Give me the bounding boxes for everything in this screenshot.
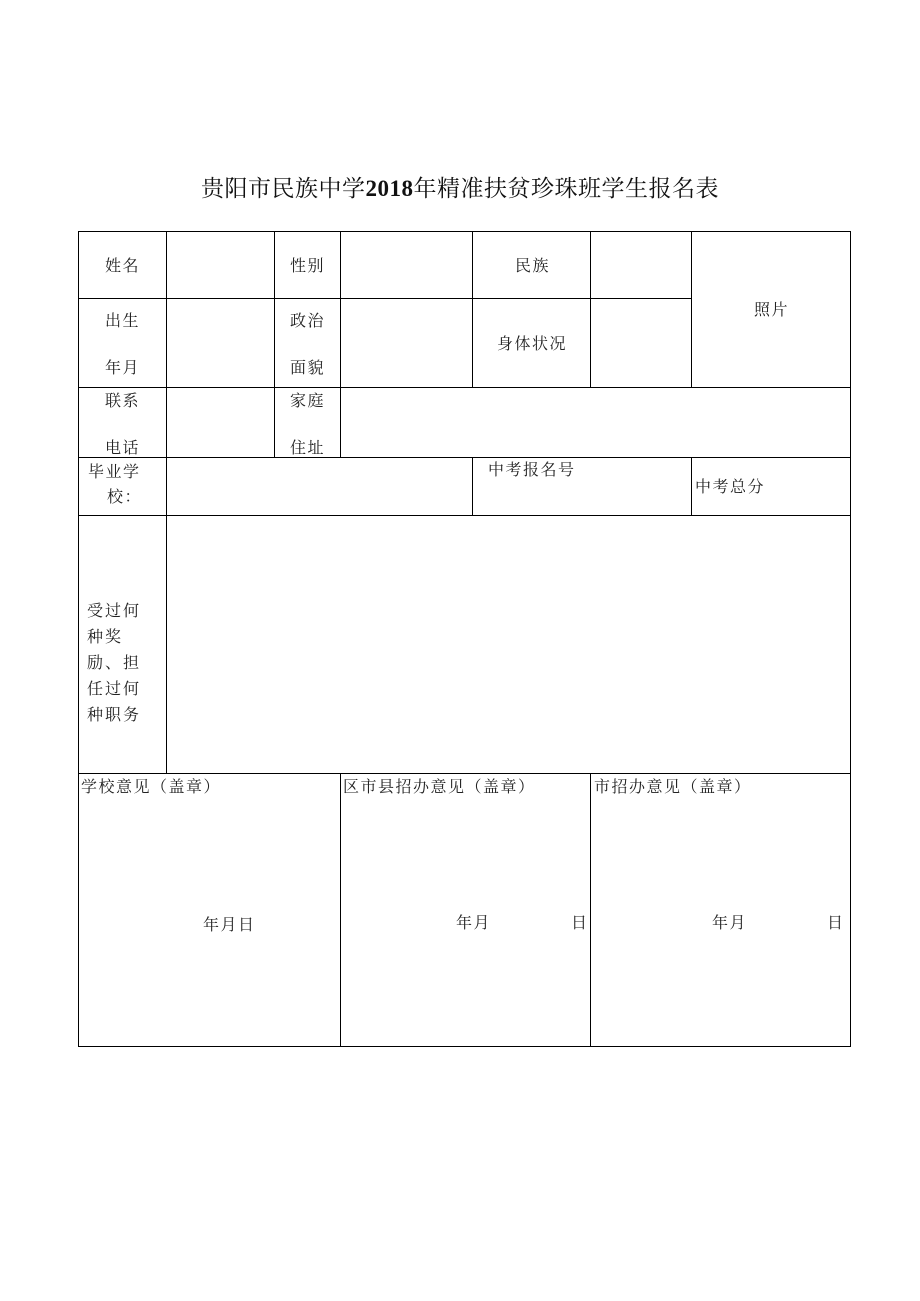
row-divider-4 <box>78 515 851 516</box>
title-suffix: 年精准扶贫珍珠班学生报名表 <box>413 176 719 202</box>
table-border-right <box>850 231 851 1047</box>
col-divider-photo <box>691 231 692 388</box>
political-label-line1: 政治 <box>290 311 326 330</box>
title-year: 2018 <box>365 176 414 201</box>
ethnicity-label: 民族 <box>515 256 551 275</box>
school-label-line1: 毕业学 <box>88 462 141 481</box>
political-label-line2: 面貌 <box>290 358 326 377</box>
col-divider-4b <box>472 457 473 516</box>
health-label: 身体状况 <box>497 334 568 353</box>
col-divider-2 <box>274 231 275 458</box>
phone-label-line1: 联系 <box>105 391 141 410</box>
row-divider-5 <box>78 773 851 774</box>
exam-number-label: 中考报名号 <box>488 460 576 479</box>
col-divider-score <box>691 457 692 516</box>
birth-label-line2: 年月 <box>105 358 141 377</box>
school-opinion-label: 学校意见（盖章） <box>81 777 222 796</box>
col-divider-3 <box>340 231 341 458</box>
school-opinion-date: 年月日 <box>203 915 256 934</box>
photo-label: 照片 <box>754 300 790 319</box>
phone-label-line2: 电话 <box>105 438 141 457</box>
col-divider-5 <box>590 231 591 388</box>
opinion-divider-1 <box>340 773 341 1047</box>
table-border-left <box>78 231 79 1047</box>
table-border-top <box>78 231 851 232</box>
address-label-line2: 住址 <box>290 438 326 457</box>
city-opinion-date-d: 日 <box>827 913 845 932</box>
gender-label: 性别 <box>290 256 326 275</box>
district-opinion-label: 区市县招办意见（盖章） <box>343 777 536 796</box>
opinion-divider-2 <box>590 773 591 1047</box>
school-label-line2: 校： <box>107 487 143 506</box>
district-opinion-date-ym: 年月 <box>456 913 492 932</box>
table-border-bottom <box>78 1046 851 1047</box>
name-label: 姓名 <box>105 256 141 275</box>
row-divider-2 <box>78 387 851 388</box>
birth-label-line1: 出生 <box>105 311 141 330</box>
title-prefix: 贵阳市民族中学 <box>201 176 366 202</box>
col-divider-label <box>166 231 167 774</box>
row-divider-1 <box>78 298 692 299</box>
city-opinion-date-ym: 年月 <box>712 913 748 932</box>
address-label-line1: 家庭 <box>290 391 326 410</box>
exam-score-label: 中考总分 <box>695 477 766 496</box>
row-divider-3 <box>78 457 851 458</box>
city-opinion-label: 市招办意见（盖章） <box>594 777 752 796</box>
district-opinion-date-d: 日 <box>571 913 589 932</box>
col-divider-4 <box>472 231 473 388</box>
awards-label: 受过何种奖励、担任过何种职务 <box>87 601 142 724</box>
